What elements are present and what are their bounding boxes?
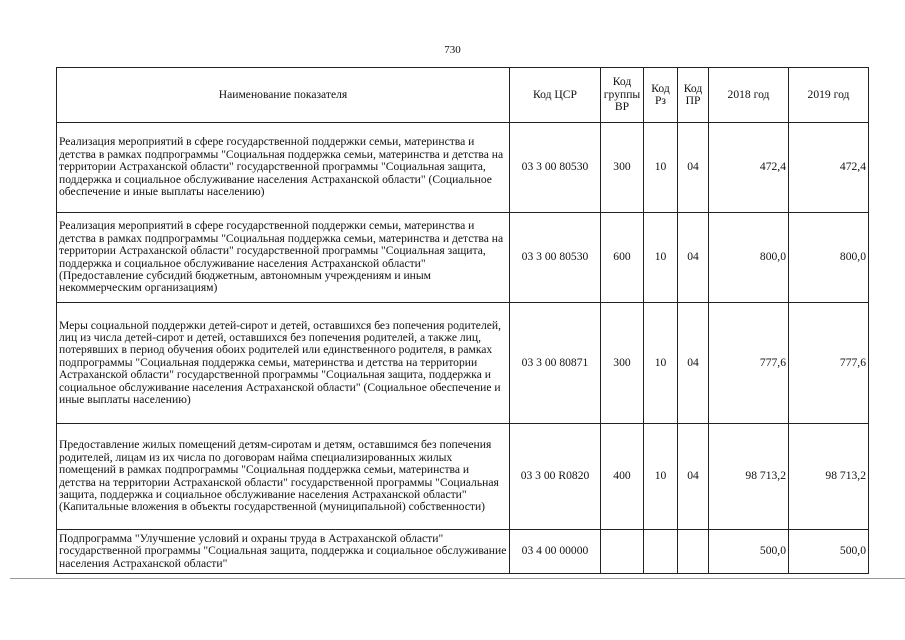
row-csr: 03 3 00 80530 <box>510 213 601 303</box>
row-2018: 777,6 <box>709 303 789 424</box>
row-csr: 03 3 00 80871 <box>510 303 601 424</box>
column-header-2019: 2019 год <box>789 68 869 123</box>
row-2019: 500,0 <box>789 530 869 574</box>
table-row <box>57 123 869 213</box>
column-header-csr: Код ЦСР <box>510 68 601 123</box>
row-vr: 600 <box>601 213 644 303</box>
row-2019: 472,4 <box>789 123 869 213</box>
row-rz: 10 <box>644 213 678 303</box>
row-name: Реализация мероприятий в сфере государственной поддержки семьи, материнства и детства в рамках подпрограммы "Социальная поддержка семьи, материнства и детства на территории Астраханской области" государственной программы "Социальная защита, поддержка и социальное обслуживание населения Астраханской области" (Предоставление субсидий бюджетным, автономным учреждениям и иным некоммерческим организациям) <box>57 213 510 303</box>
row-rz: 10 <box>644 424 678 530</box>
row-csr: 03 4 00 00000 <box>510 530 601 574</box>
page-number: 730 <box>444 44 461 56</box>
row-name: Реализация мероприятий в сфере государственной поддержки семьи, материнства и детства в рамках подпрограммы "Социальная поддержка семьи, материнства и детства на территории Астраханской области" государственной программы "Социальная защита, поддержка и социальное обслуживание населения Астраханской области" (Социальное обеспечение и иные выплаты населению) <box>57 123 510 213</box>
row-vr: 400 <box>601 424 644 530</box>
table-row <box>57 424 869 530</box>
row-2019: 800,0 <box>789 213 869 303</box>
row-name: Меры социальной поддержки детей-сирот и детей, оставшихся без попечения родителей, лиц из числа детей-сирот и детей, оставшихся без попечения родителей, а также лиц, потерявших в период обучения обоих родителей или единственного родителя, в рамках подпрограммы "Социальная поддержка семьи, материнства и детства на территории Астраханской области" государственной программы "Социальная защита, поддержка и социальное обслуживание населения Астраханской области" (Социальное обеспечение и иные выплаты населению) <box>57 303 510 424</box>
row-pr: 04 <box>678 123 709 213</box>
row-name: Подпрограмма "Улучшение условий и охраны труда в Астраханской области" государственной программы "Социальная защита, поддержка и социальное обслуживание населения Астраханской области" <box>57 530 510 574</box>
column-header-2018: 2018 год <box>709 68 789 123</box>
row-rz: 10 <box>644 303 678 424</box>
row-vr: 300 <box>601 303 644 424</box>
row-pr: 04 <box>678 213 709 303</box>
column-header-pr: Код ПР <box>678 68 709 123</box>
row-pr: 04 <box>678 424 709 530</box>
column-header-name: Наименование показателя <box>57 68 510 123</box>
table-header-row <box>57 68 869 123</box>
row-csr: 03 3 00 80530 <box>510 123 601 213</box>
row-2018: 500,0 <box>709 530 789 574</box>
table-row <box>57 303 869 424</box>
column-header-vr: Код группы ВР <box>601 68 644 123</box>
row-rz: 10 <box>644 123 678 213</box>
table-row <box>57 213 869 303</box>
row-vr: 300 <box>601 123 644 213</box>
row-2019: 98 713,2 <box>789 424 869 530</box>
table-row <box>57 530 869 574</box>
row-2018: 800,0 <box>709 213 789 303</box>
budget-table <box>56 67 869 574</box>
row-name: Предоставление жилых помещений детям-сиротам и детям, оставшимся без попечения родителей, лицам из их числа по договорам найма специализированных жилых помещений в рамках подпрограммы "Социальная поддержка семьи, материнства и детства на территории Астраханской области" государственной программы "Социальная защита, поддержка и социальное обслуживание населения Астраханской области" (Капитальные вложения в объекты государственной (муниципальной) собственности) <box>57 424 510 530</box>
row-pr: 04 <box>678 303 709 424</box>
row-2019: 777,6 <box>789 303 869 424</box>
row-rz <box>644 530 678 574</box>
row-csr: 03 3 00 R0820 <box>510 424 601 530</box>
row-vr <box>601 530 644 574</box>
page-bottom-rule <box>10 578 905 579</box>
row-2018: 472,4 <box>709 123 789 213</box>
column-header-rz: Код Рз <box>644 68 678 123</box>
row-pr <box>678 530 709 574</box>
row-2018: 98 713,2 <box>709 424 789 530</box>
